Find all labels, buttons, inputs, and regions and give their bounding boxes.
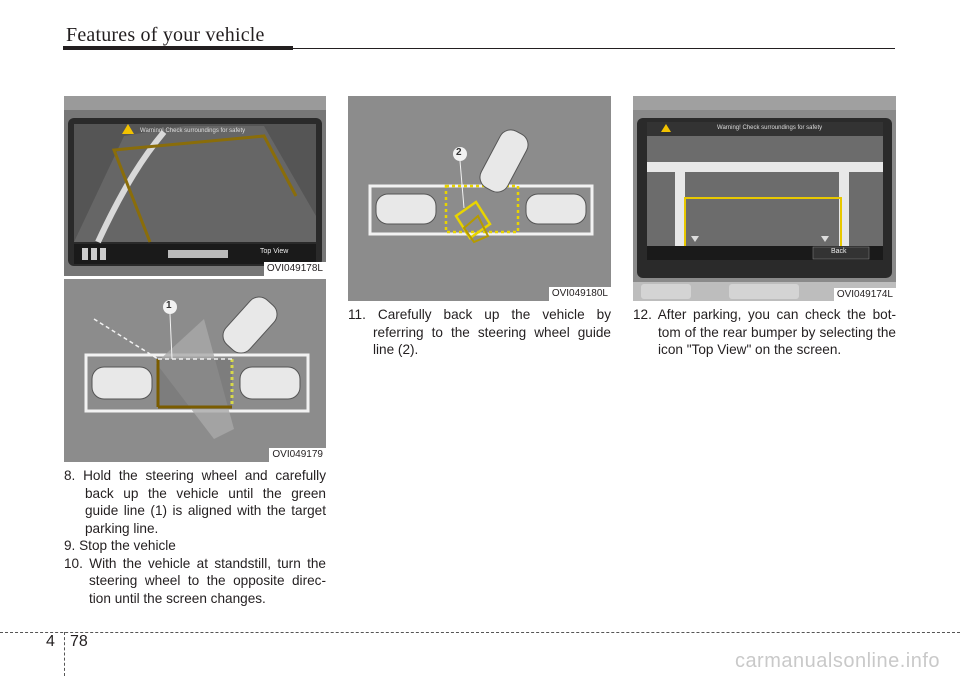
steps-column-3 bbox=[633, 306, 896, 359]
callout-2: 2 bbox=[456, 147, 462, 158]
top-view-button: Top View bbox=[260, 248, 289, 255]
header-rule bbox=[63, 48, 895, 49]
footer-divider bbox=[64, 632, 65, 676]
warning-text: Warning! Check surroundings for safety bbox=[140, 128, 246, 134]
step-12: 12. After parking, you can check the bot-tom of the rear bumper by selecting the icon "Top View" on the screen. bbox=[633, 307, 896, 357]
figure-code: OVI049178L bbox=[264, 262, 326, 276]
figure-top-view-screen bbox=[633, 96, 896, 301]
callout-1: 1 bbox=[166, 300, 172, 311]
step-10: 10. With the vehicle at standstill, turn the steering wheel to the opposite direc-tion until the screen changes. bbox=[64, 555, 326, 606]
figure-guide-line-diagram bbox=[64, 279, 326, 462]
page-number: 78 bbox=[70, 633, 88, 650]
figure-code: OVI049174L bbox=[834, 288, 896, 301]
back-button: Back bbox=[831, 248, 847, 255]
warning-text: Warning! Check surroundings for safety bbox=[717, 125, 823, 131]
steps-column-2 bbox=[348, 306, 611, 359]
figure-steering-guide-diagram bbox=[348, 96, 611, 301]
step-9: 9. Stop the vehicle bbox=[64, 538, 176, 553]
watermark: carmanualsonline.info bbox=[734, 650, 940, 672]
figure-rear-camera-screen bbox=[64, 96, 326, 276]
figure-code: OVI049180L bbox=[549, 287, 611, 301]
step-8: 8. Hold the steering wheel and carefully back up the vehicle until the green guide line (1) is aligned with the target parking line. bbox=[64, 468, 326, 536]
figure-code: OVI049179 bbox=[269, 448, 326, 462]
page-header-title: Features of your vehicle bbox=[66, 24, 265, 46]
chapter-number: 4 bbox=[46, 633, 55, 650]
footer-rule bbox=[0, 632, 960, 633]
step-11: 11. Carefully back up the vehicle by referring to the steering wheel guide line (2). bbox=[348, 307, 611, 357]
steps-column-1 bbox=[64, 467, 326, 607]
